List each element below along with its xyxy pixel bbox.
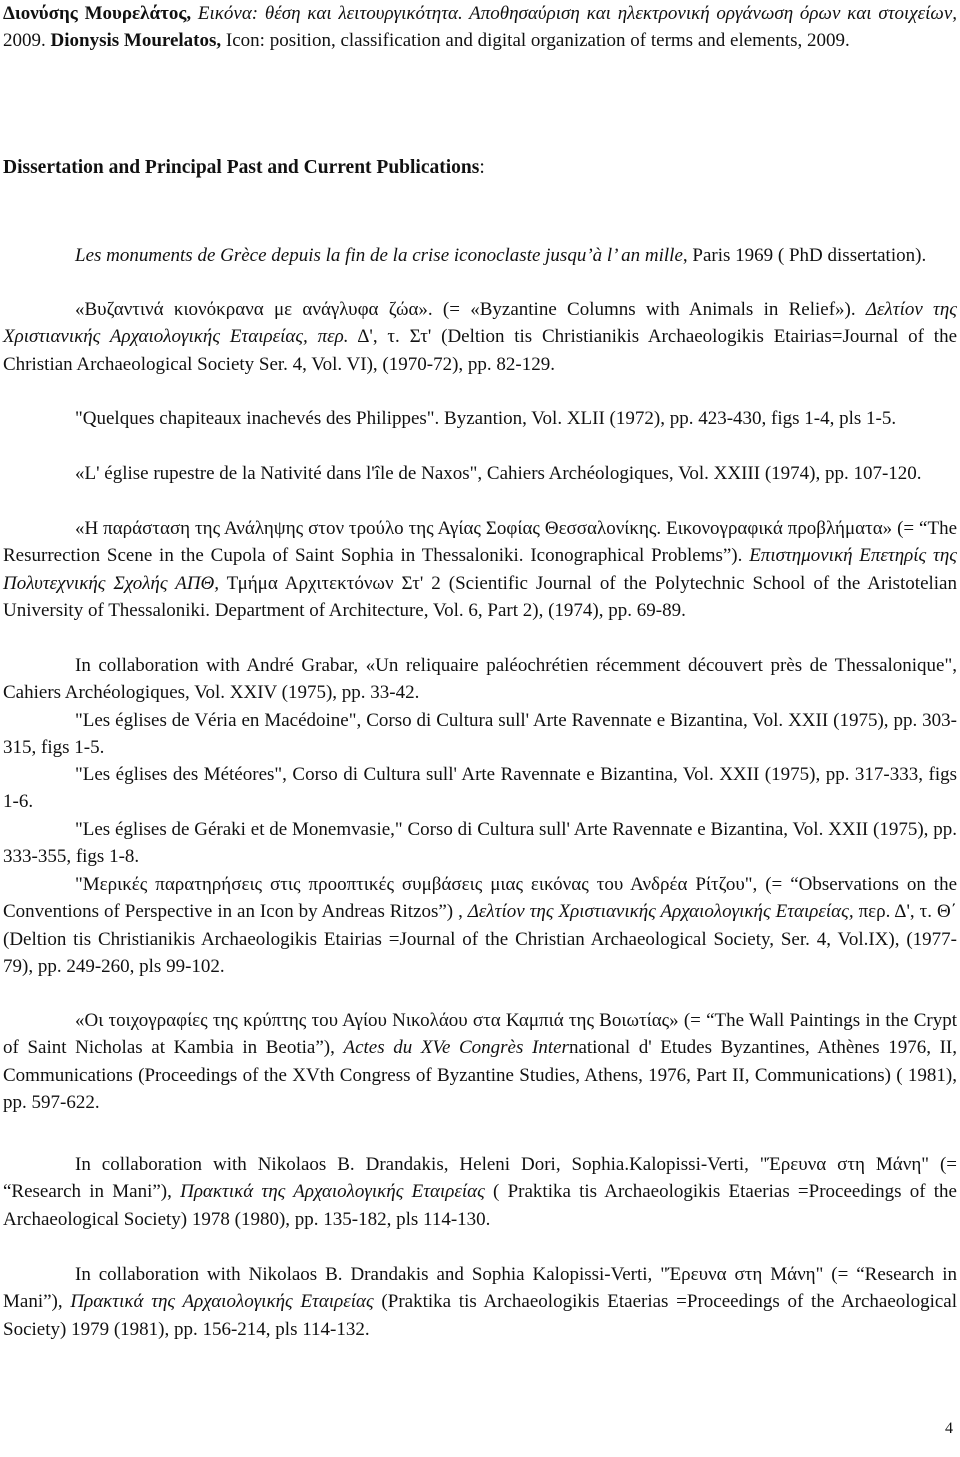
publication-text: «Βυζαντινά κιονόκρανα με ανάγλυφα ζώα». (= «Byzantine Columns with Animals in Relief»). — [75, 299, 866, 320]
publication-entry: "Les églises de Véria en Macédoine", Corso di Cultura sull' Arte Ravennate e Bizantina, Vol. XXII (1975), pp. 303-315, figs 1-5. — [3, 710, 957, 759]
page-number: 4 — [945, 1420, 953, 1437]
author-name-greek: Διονύσης Μουρελάτος, — [3, 3, 192, 24]
work-year-greek: 2009. — [3, 30, 46, 52]
journal-title: Actes du XVe Congrès Inter — [343, 1037, 569, 1059]
publication-entry — [3, 1261, 957, 1343]
author-name-english: Dionysis Mourelatos, — [45, 30, 222, 52]
publication-entry — [3, 296, 957, 378]
publication-entry — [3, 515, 957, 625]
publication-entry: «L' église rupestre de la Nativité dans l'île de Naxos", Cahiers Archéologiques, Vol. XXIII (1974), pp. 107-120. — [75, 463, 922, 484]
publication-details: , Paris 1969 ( PhD dissertation). — [682, 245, 927, 266]
journal-title: Δελτίον της Χριστιανικής Αρχαιολογικής Εταιρείας, περ. — [3, 299, 957, 348]
publication-title: Les monuments de Grèce depuis la fin de la crise iconoclaste jusqu’à l’ an mille — [75, 245, 683, 266]
section-heading — [3, 157, 485, 179]
publication-text: In collaboration with Nikolaos B. Drandakis, Heleni Dori, Sophia.Kalopissi-Verti, "Έρευνα στη Μάνη" (= “Research in Mani”), — [3, 1154, 957, 1203]
publication-entry — [3, 1151, 957, 1233]
journal-title: Πρακτικά της Αρχαιολογικής Εταιρείας — [70, 1291, 374, 1313]
work-title-english: Icon: position, classification and digital organization of terms and elements, 2009. — [221, 30, 850, 52]
publication-details: περ. Δ', τ. Θ΄ (Deltion tis Christianikis Archaeologikis Etairias =Journal of the Christian Archaeological Society, Ser. 4, Vol.IX), (1977-79), pp. 249-260, pls 99-102. — [3, 901, 958, 978]
section-heading-text: Dissertation and Principal Past and Current Publications — [3, 157, 480, 178]
journal-title: Δελτίον της Χριστιανικής Αρχαιολογικής Εταιρείας, — [467, 901, 854, 923]
work-title-greek: Εικόνα: θέση και λειτουργικότητα. Αποθησαύριση και ηλεκτρονική οργάνωση όρων και στοιχείων, — [191, 3, 957, 24]
publication-entry — [3, 1007, 957, 1117]
publication-details: ( Praktika tis Archaeologikis Etaerias =Proceedings of the Archaeological Society) 1978 (1980), pp. 135-182, pls 114-130. — [3, 1181, 957, 1230]
publication-entry: "Les églises des Météores", Corso di Cultura sull' Arte Ravennate e Bizantina, Vol. XXII (1975), pp. 317-333, figs 1-6. — [3, 764, 957, 813]
publication-entry: "Quelques chapiteaux inachevés des Philippes". Byzantion, Vol. XLII (1972), pp. 423-430, figs 1-4, pls 1-5. — [75, 408, 897, 429]
publication-text: "Μερικές παρατηρήσεις στις προοπτικές συμβάσεις μιας εικόνας του Ανδρέα Ρίτζου", (= “Observations on the Conventions of Perspective in an Icon by Andreas Ritzos”) , — [3, 874, 957, 923]
journal-title: Επιστημονική Επετηρίς της Πολυτεχνικής Σχολής ΑΠΘ, — [3, 545, 957, 594]
publication-text: In collaboration with Nikolaos B. Drandakis and Sophia Kalopissi-Verti, "Έρευνα στη Μάνη" (= “Research in Mani”), — [3, 1264, 957, 1313]
publication-entry — [3, 871, 957, 981]
publication-entry: "Les églises de Géraki et de Monemvasie," Corso di Cultura sull' Arte Ravennate e Bizantina, Vol. XXII (1975), pp. 333-355, figs 1-8. — [3, 819, 957, 868]
publication-details: national d' Etudes Byzantines, Athènes 1976, II, Communications (Proceedings of the XVth Congress of Byzantine Studies, Athens, 1976, Part II, Communications) ( 1981), pp. 597-622. — [3, 1037, 957, 1114]
publication-details: Τμήμα Αρχιτεκτόνων Στ' 2 (Scientific Journal of the Polytechnic School of the Aristotelian University of Thessaloniki. Department of Architecture, Vol. 6, Part 2), (1974), pp. 69-89. — [3, 572, 957, 622]
publication-entry: In collaboration with André Grabar, «Un reliquaire paléochrétien récemment découvert près de Thessalonique", Cahiers Archéologiques, Vol. XXIV (1975), pp. 33-42. — [3, 655, 957, 704]
publication-text: «Οι τοιχογραφίες της κρύπτης του Αγίου Νικολάου στα Καμπιά της Βοιωτίας» (= “The Wall Paintings in the Crypt of Saint Nicholas at Kambia in Beotia”), — [3, 1010, 957, 1059]
publication-entry — [3, 242, 957, 269]
section-heading-colon: : — [479, 157, 485, 178]
publication-details: Δ', τ. Στ' (Deltion tis Christianikis Archaeologikis Etairias=Journal of the Christian Archaeological Society Ser. 4, Vol. VI), (1970-72), pp. 82-129. — [3, 326, 957, 375]
publication-details: (Praktika tis Archaeologikis Etaerias =Proceedings of the Archaeological Society) 1979 (1981), pp. 156-214, pls 114-132. — [3, 1291, 957, 1340]
journal-title: Πρακτικά της Αρχαιολογικής Εταιρείας — [180, 1181, 485, 1203]
publication-text: «Η παράσταση της Ανάληψης στον τρούλο της Αγίας Σοφίας Θεσσαλονίκης. Εικονογραφικά προβλήματα» (= “The Resurrection Scene in the Cupola of Saint Sophia in Thessaloniki. Iconographical Problems”). — [3, 518, 957, 567]
header-reference — [3, 0, 957, 55]
